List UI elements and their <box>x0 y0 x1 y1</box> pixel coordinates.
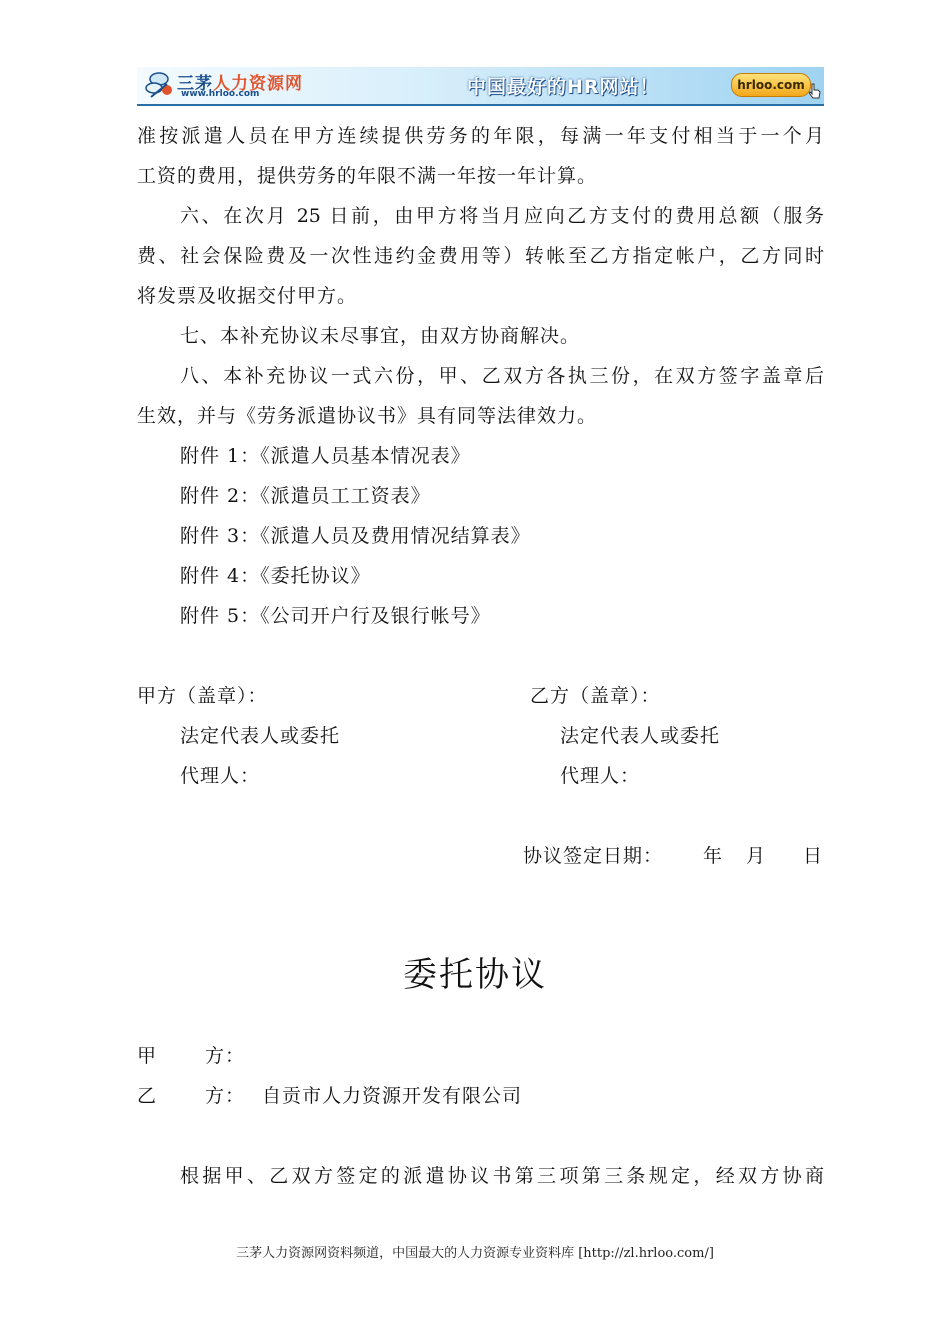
page-footer[interactable]: 三茅人力资源网资料频道，中国最大的人力资源专业资料库 [http://zl.hrloo.com/] <box>236 1246 714 1261</box>
party-b-seal: 乙方（盖章）： <box>530 685 661 707</box>
paragraph-line: 费、社会保险费及一次性违约金费用等）转帐至乙方指定帐户，乙方同时 <box>137 245 824 267</box>
party-a-agent: 代理人： <box>180 765 261 787</box>
date-month: 月 <box>746 845 767 867</box>
attachment-item: 附件 2：《派遣员工工资表》 <box>180 485 431 507</box>
document-title: 委托协议 <box>403 955 547 995</box>
hand-cursor-icon <box>809 83 821 99</box>
party-b-representative: 法定代表人或委托 <box>560 725 721 747</box>
party-b-name: 自贡市人力资源开发有限公司 <box>262 1085 523 1107</box>
paragraph-line: 工资的费用，提供劳务的年限不满一年按一年计算。 <box>137 165 598 187</box>
party-b-label: 乙 <box>137 1085 158 1107</box>
date-year: 年 <box>703 845 724 867</box>
brand-url: www.hrloo.com <box>181 89 260 99</box>
clause-6: 六、在次月 25 日前，由甲方将当月应向乙方支付的费用总额（服务 <box>180 205 824 227</box>
clause-8: 八、本补充协议一式六份，甲、乙双方各执三份，在双方签字盖章后 <box>180 365 824 387</box>
entrust-intro: 根据甲、乙双方签定的派遣协议书第三项第三条规定，经双方协商 <box>180 1165 824 1187</box>
party-a-seal: 甲方（盖章）： <box>137 685 268 707</box>
party-a-colon: 方： <box>205 1045 246 1067</box>
attachment-item: 附件 5：《公司开户行及银行帐号》 <box>180 605 491 627</box>
header-banner[interactable] <box>137 67 824 106</box>
attachment-item: 附件 3：《派遣人员及费用情况结算表》 <box>180 525 531 547</box>
attachment-item: 附件 4：《委托协议》 <box>180 565 371 587</box>
dragonfly-logo-icon <box>143 70 175 100</box>
attachment-item: 附件 1：《派遣人员基本情况表》 <box>180 445 471 467</box>
paragraph-line: 将发票及收据交付甲方。 <box>137 285 358 307</box>
party-b-agent: 代理人： <box>560 765 641 787</box>
brand-name: 三茅人力资源网 <box>177 74 303 94</box>
clause-7: 七、本补充协议未尽事宜，由双方协商解决。 <box>180 325 581 347</box>
party-a-label: 甲 <box>137 1045 158 1067</box>
party-b-colon: 方： <box>205 1085 246 1107</box>
site-link-button[interactable]: hrloo.com <box>731 73 811 97</box>
paragraph-line: 准按派遣人员在甲方连续提供劳务的年限，每满一年支付相当于一个月 <box>137 125 824 147</box>
party-a-representative: 法定代表人或委托 <box>180 725 341 747</box>
paragraph-line: 生效，并与《劳务派遣协议书》具有同等法律效力。 <box>137 405 598 427</box>
signing-date-label: 协议签定日期： <box>523 845 664 867</box>
date-day: 日 <box>803 845 824 867</box>
banner-slogan: 中国最好的HR网站！ <box>467 76 660 98</box>
